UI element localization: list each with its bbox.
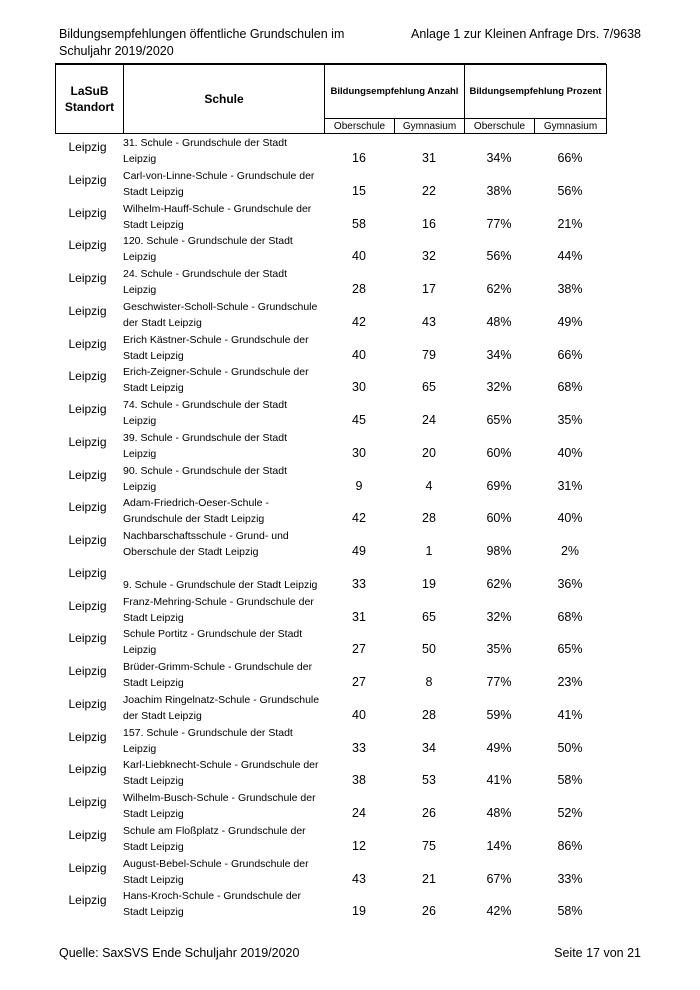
count-oberschule-cell: 40 bbox=[352, 347, 366, 362]
count-gymnasium-cell: 65 bbox=[422, 380, 436, 395]
percent-oberschule-cell: 42% bbox=[486, 904, 512, 919]
count-oberschule-cell: 42 bbox=[352, 314, 366, 329]
table-row bbox=[55, 265, 606, 298]
count-gymnasium-cell: 16 bbox=[422, 216, 436, 231]
percent-gymnasium-cell: 40% bbox=[557, 445, 583, 460]
percent-oberschule-cell: 34% bbox=[486, 151, 512, 165]
school-name-cell: Erich Kästner-Schule - Grundschule der Stadt Leipzig bbox=[123, 333, 309, 362]
subheader-count-gymnasium: Gymnasium bbox=[395, 119, 465, 134]
percent-oberschule-cell: 60% bbox=[486, 511, 512, 526]
table-row bbox=[55, 298, 606, 331]
school-name-cell: Wilhelm-Hauff-Schule - Grundschule der Stadt Leipzig bbox=[123, 202, 312, 231]
count-gymnasium-cell: 75 bbox=[422, 838, 436, 853]
count-oberschule-cell: 33 bbox=[352, 740, 366, 755]
location-cell: Leipzig bbox=[68, 827, 107, 842]
count-oberschule-cell: 33 bbox=[352, 576, 366, 591]
percent-gymnasium-cell: 23% bbox=[557, 675, 583, 689]
location-cell: Leipzig bbox=[68, 565, 107, 580]
count-gymnasium-cell: 24 bbox=[422, 413, 436, 427]
table-row bbox=[55, 789, 606, 822]
table-body bbox=[55, 134, 606, 920]
table-row bbox=[55, 429, 606, 462]
count-oberschule-cell: 9 bbox=[355, 478, 363, 493]
location-cell: Leipzig bbox=[68, 467, 107, 482]
percent-oberschule-cell: 56% bbox=[486, 249, 512, 264]
location-cell: Leipzig bbox=[68, 271, 107, 285]
table-row bbox=[55, 167, 606, 200]
table-row bbox=[55, 855, 606, 888]
percent-gymnasium-cell: 66% bbox=[557, 347, 583, 362]
count-gymnasium-cell: 65 bbox=[422, 609, 436, 624]
count-oberschule-cell: 15 bbox=[352, 183, 366, 198]
count-gymnasium-cell: 26 bbox=[422, 904, 436, 919]
count-gymnasium-cell: 34 bbox=[422, 740, 436, 755]
column-group-count: Bildungsempfehlung Anzahl bbox=[325, 65, 465, 119]
percent-gymnasium-cell: 68% bbox=[557, 609, 583, 624]
table-row bbox=[55, 527, 606, 560]
percent-gymnasium-cell: 56% bbox=[557, 183, 583, 198]
percent-oberschule-cell: 62% bbox=[486, 576, 512, 591]
count-gymnasium-cell: 1 bbox=[425, 544, 433, 558]
location-cell: Leipzig bbox=[68, 533, 107, 547]
count-oberschule-cell: 40 bbox=[352, 249, 366, 264]
count-oberschule-cell: 16 bbox=[352, 151, 366, 165]
count-gymnasium-cell: 4 bbox=[425, 478, 433, 493]
table-row bbox=[55, 691, 606, 724]
count-gymnasium-cell: 28 bbox=[422, 511, 436, 526]
school-name-cell: Carl-von-Linne-Schule - Grundschule der Stadt Leipzig bbox=[123, 169, 315, 198]
percent-gymnasium-cell: 21% bbox=[557, 216, 583, 231]
percent-gymnasium-cell: 33% bbox=[557, 871, 583, 886]
school-name-cell: Karl-Liebknecht-Schule - Grundschule der Stadt Leipzig bbox=[123, 759, 319, 788]
location-cell: Leipzig bbox=[68, 336, 107, 351]
percent-oberschule-cell: 49% bbox=[486, 740, 512, 755]
table-header bbox=[55, 64, 607, 134]
count-oberschule-cell: 31 bbox=[352, 609, 366, 624]
percent-oberschule-cell: 14% bbox=[486, 838, 512, 853]
percent-gymnasium-cell: 31% bbox=[557, 478, 583, 493]
percent-gymnasium-cell: 58% bbox=[557, 773, 583, 788]
count-gymnasium-cell: 31 bbox=[422, 151, 436, 165]
column-header-school: Schule bbox=[124, 65, 325, 134]
count-oberschule-cell: 42 bbox=[352, 511, 366, 526]
count-oberschule-cell: 24 bbox=[352, 806, 366, 820]
location-cell: Leipzig bbox=[68, 696, 107, 711]
count-oberschule-cell: 30 bbox=[352, 380, 366, 395]
location-cell: Leipzig bbox=[68, 860, 107, 875]
percent-gymnasium-cell: 40% bbox=[557, 511, 583, 526]
percent-gymnasium-cell: 41% bbox=[557, 707, 583, 722]
percent-oberschule-cell: 69% bbox=[486, 478, 512, 493]
location-cell: Leipzig bbox=[68, 631, 107, 646]
count-gymnasium-cell: 8 bbox=[425, 675, 433, 689]
table-row bbox=[55, 396, 606, 429]
school-name-cell: Wilhelm-Busch-Schule - Grundschule der Stadt Leipzig bbox=[123, 792, 316, 820]
location-cell: Leipzig bbox=[68, 664, 107, 678]
percent-gymnasium-cell: 86% bbox=[557, 838, 583, 853]
count-gymnasium-cell: 20 bbox=[422, 445, 436, 460]
location-cell: Leipzig bbox=[68, 434, 107, 449]
percent-oberschule-cell: 48% bbox=[486, 806, 512, 820]
school-name-cell: Erich-Zeigner-Schule - Grundschule der Stadt Leipzig bbox=[123, 366, 309, 395]
count-oberschule-cell: 19 bbox=[352, 904, 366, 919]
table-row bbox=[55, 462, 606, 495]
page-number: Seite 17 von 21 bbox=[554, 946, 641, 960]
column-group-percent: Bildungsempfehlung Prozent bbox=[465, 65, 607, 119]
location-cell: Leipzig bbox=[68, 172, 107, 187]
percent-gymnasium-cell: 65% bbox=[557, 642, 583, 657]
count-oberschule-cell: 40 bbox=[352, 707, 366, 722]
count-oberschule-cell: 28 bbox=[352, 282, 366, 296]
percent-gymnasium-cell: 66% bbox=[557, 151, 583, 165]
table-row bbox=[55, 593, 606, 626]
count-gymnasium-cell: 17 bbox=[422, 282, 436, 296]
school-name-cell: Adam-Friedrich-Oeser-Schule - Grundschule der Stadt Leipzig bbox=[123, 497, 269, 526]
document-reference: Anlage 1 zur Kleinen Anfrage Drs. 7/9638 bbox=[410, 27, 641, 41]
count-oberschule-cell: 49 bbox=[352, 544, 366, 558]
document-title: Bildungsempfehlungen öffentliche Grundschulen im Schuljahr 2019/2020 bbox=[59, 27, 345, 58]
location-cell: Leipzig bbox=[68, 795, 107, 809]
percent-oberschule-cell: 62% bbox=[486, 282, 512, 296]
location-cell: Leipzig bbox=[68, 500, 107, 515]
school-name-cell: Hans-Kroch-Schule - Grundschule der Stadt Leipzig bbox=[123, 890, 301, 919]
school-name-cell: 31. Schule - Grundschule der Stadt Leipzig bbox=[123, 137, 288, 165]
percent-oberschule-cell: 38% bbox=[486, 183, 512, 198]
percent-gymnasium-cell: 2% bbox=[560, 544, 580, 558]
source-note: Quelle: SaxSVS Ende Schuljahr 2019/2020 bbox=[59, 946, 300, 960]
location-cell: Leipzig bbox=[68, 303, 107, 318]
percent-oberschule-cell: 32% bbox=[486, 380, 512, 395]
table-row bbox=[55, 625, 606, 658]
percent-gymnasium-cell: 52% bbox=[557, 806, 583, 820]
school-name-cell: Joachim Ringelnatz-Schule - Grundschule der Stadt Leipzig bbox=[123, 693, 320, 722]
table-row bbox=[55, 200, 606, 233]
percent-oberschule-cell: 34% bbox=[486, 347, 512, 362]
percent-oberschule-cell: 77% bbox=[486, 675, 512, 689]
subheader-count-oberschule: Oberschule bbox=[325, 119, 395, 134]
percent-oberschule-cell: 41% bbox=[486, 773, 512, 788]
location-cell: Leipzig bbox=[68, 598, 107, 613]
school-name-cell: 9. Schule - Grundschule der Stadt Leipzig bbox=[123, 578, 318, 591]
table-row bbox=[55, 724, 606, 757]
count-oberschule-cell: 12 bbox=[352, 838, 366, 853]
location-cell: Leipzig bbox=[68, 402, 107, 416]
count-gymnasium-cell: 26 bbox=[422, 806, 436, 820]
percent-gymnasium-cell: 68% bbox=[557, 380, 583, 395]
school-name-cell: 24. Schule - Grundschule der Stadt Leipzig bbox=[123, 268, 288, 296]
school-name-cell: Nachbarschaftsschule - Grund- und Oberschule der Stadt Leipzig bbox=[123, 530, 289, 558]
percent-oberschule-cell: 77% bbox=[486, 216, 512, 231]
percent-oberschule-cell: 35% bbox=[486, 642, 512, 657]
school-name-cell: 39. Schule - Grundschule der Stadt Leipzig bbox=[123, 431, 288, 460]
school-name-cell: Schule am Floßplatz - Grundschule der Stadt Leipzig bbox=[123, 824, 306, 853]
count-oberschule-cell: 30 bbox=[352, 445, 366, 460]
location-cell: Leipzig bbox=[68, 893, 107, 908]
location-cell: Leipzig bbox=[68, 205, 107, 220]
percent-gymnasium-cell: 58% bbox=[557, 904, 583, 919]
count-oberschule-cell: 43 bbox=[352, 871, 366, 886]
percent-gymnasium-cell: 49% bbox=[557, 314, 583, 329]
school-name-cell: August-Bebel-Schule - Grundschule der Stadt Leipzig bbox=[123, 857, 309, 886]
subheader-percent-gymnasium: Gymnasium bbox=[535, 119, 607, 134]
count-oberschule-cell: 27 bbox=[352, 642, 366, 657]
percent-gymnasium-cell: 38% bbox=[557, 282, 583, 296]
count-gymnasium-cell: 21 bbox=[422, 871, 436, 886]
count-oberschule-cell: 45 bbox=[352, 413, 366, 427]
subheader-percent-oberschule: Oberschule bbox=[465, 119, 535, 134]
school-name-cell: Schule Portitz - Grundschule der Stadt Leipzig bbox=[123, 628, 303, 657]
count-gymnasium-cell: 79 bbox=[422, 347, 436, 362]
count-oberschule-cell: 27 bbox=[352, 675, 366, 689]
school-name-cell: Brüder-Grimm-Schule - Grundschule der Stadt Leipzig bbox=[123, 661, 313, 689]
column-header-location: LaSuB Standort bbox=[56, 65, 124, 134]
location-cell: Leipzig bbox=[68, 762, 107, 777]
table-row bbox=[55, 232, 606, 265]
location-cell: Leipzig bbox=[68, 140, 107, 154]
table-row bbox=[55, 134, 606, 167]
school-name-cell: 74. Schule - Grundschule der Stadt Leipzig bbox=[123, 399, 288, 427]
table-row bbox=[55, 756, 606, 789]
school-name-cell: Geschwister-Scholl-Schule - Grundschule der Stadt Leipzig bbox=[123, 300, 318, 329]
school-name-cell: 157. Schule - Grundschule der Stadt Leipzig bbox=[123, 726, 293, 755]
percent-gymnasium-cell: 44% bbox=[557, 249, 583, 264]
percent-oberschule-cell: 48% bbox=[486, 314, 512, 329]
school-name-cell: 90. Schule - Grundschule der Stadt Leipzig bbox=[123, 464, 288, 493]
percent-oberschule-cell: 59% bbox=[486, 707, 512, 722]
school-name-cell: Franz-Mehring-Schule - Grundschule der Stadt Leipzig bbox=[123, 595, 314, 624]
percent-gymnasium-cell: 50% bbox=[557, 740, 583, 755]
count-gymnasium-cell: 32 bbox=[422, 249, 436, 264]
percent-oberschule-cell: 98% bbox=[486, 544, 512, 558]
count-gymnasium-cell: 19 bbox=[422, 576, 436, 591]
table-row bbox=[55, 331, 606, 364]
percent-oberschule-cell: 65% bbox=[486, 413, 512, 427]
table-row bbox=[55, 887, 606, 920]
count-gymnasium-cell: 43 bbox=[422, 314, 436, 329]
percent-gymnasium-cell: 35% bbox=[557, 413, 583, 427]
count-gymnasium-cell: 53 bbox=[422, 773, 436, 788]
location-cell: Leipzig bbox=[68, 238, 107, 253]
count-gymnasium-cell: 22 bbox=[422, 183, 436, 198]
percent-gymnasium-cell: 36% bbox=[557, 576, 583, 591]
table-row bbox=[55, 560, 606, 593]
percent-oberschule-cell: 32% bbox=[486, 609, 512, 624]
count-oberschule-cell: 38 bbox=[352, 773, 366, 788]
count-oberschule-cell: 58 bbox=[352, 216, 366, 231]
table-row bbox=[55, 494, 606, 527]
count-gymnasium-cell: 28 bbox=[422, 707, 436, 722]
location-cell: Leipzig bbox=[68, 369, 107, 384]
percent-oberschule-cell: 67% bbox=[486, 871, 512, 886]
location-cell: Leipzig bbox=[68, 729, 107, 744]
table-row bbox=[55, 822, 606, 855]
school-name-cell: 120. Schule - Grundschule der Stadt Leipzig bbox=[123, 235, 293, 264]
table-row bbox=[55, 363, 606, 396]
percent-oberschule-cell: 60% bbox=[486, 445, 512, 460]
count-gymnasium-cell: 50 bbox=[422, 642, 436, 657]
table-row bbox=[55, 658, 606, 691]
